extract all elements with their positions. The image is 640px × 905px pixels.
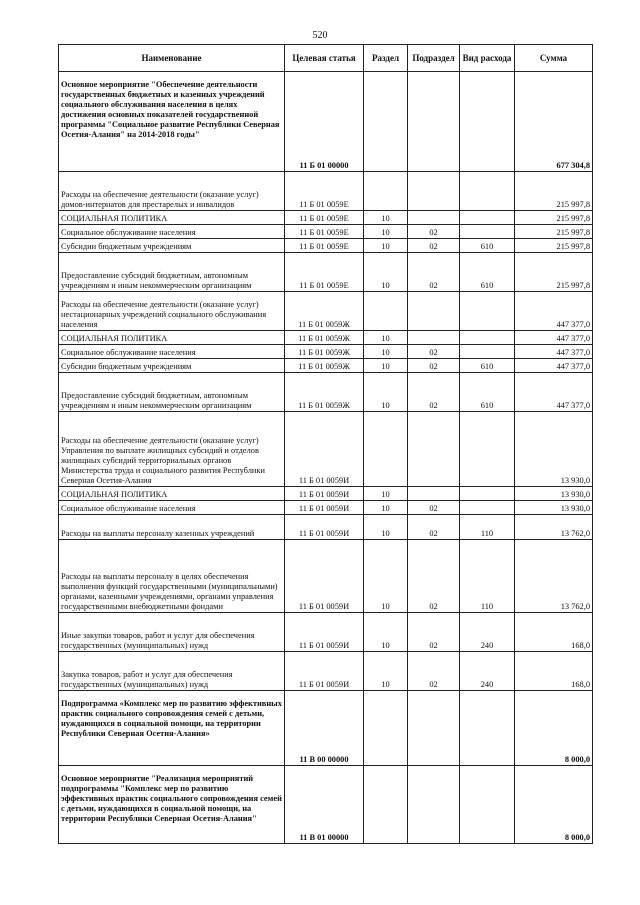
cell-amount: 13 762,0 bbox=[515, 515, 593, 540]
cell-amount: 13 930,0 bbox=[515, 501, 593, 515]
cell-subsection: 02 bbox=[408, 239, 460, 253]
cell-subsection: 02 bbox=[408, 225, 460, 239]
cell-expense-type: 240 bbox=[460, 613, 515, 652]
table-row bbox=[59, 652, 593, 691]
cell-expense-type bbox=[460, 766, 515, 844]
cell-section: 10 bbox=[364, 515, 408, 540]
cell-target: 11 Б 01 0059И bbox=[285, 652, 364, 691]
cell-subsection: 02 bbox=[408, 345, 460, 359]
table-row bbox=[59, 211, 593, 225]
table-row bbox=[59, 487, 593, 501]
cell-target: 11 Б 01 0059И bbox=[285, 613, 364, 652]
cell-name: Основное мероприятие "Обеспечение деятельности государственных бюджетных и казенных учреждений социального обслуживания населения в целях достижения основных показателей государственной программы "Социальное развитие Республики Северная Осетия-Алания" на 2014-2018 годы" bbox=[59, 72, 285, 172]
cell-expense-type bbox=[460, 211, 515, 225]
cell-subsection bbox=[408, 331, 460, 345]
cell-amount: 677 304,8 bbox=[515, 72, 593, 172]
cell-expense-type bbox=[460, 345, 515, 359]
cell-name: СОЦИАЛЬНАЯ ПОЛИТИКА bbox=[59, 487, 285, 501]
cell-expense-type bbox=[460, 172, 515, 211]
table-row bbox=[59, 253, 593, 292]
cell-target: 11 Б 01 0059Е bbox=[285, 225, 364, 239]
table-row bbox=[59, 501, 593, 515]
cell-amount: 168,0 bbox=[515, 613, 593, 652]
cell-amount: 215 997,8 bbox=[515, 172, 593, 211]
cell-expense-type bbox=[460, 225, 515, 239]
cell-amount: 215 997,8 bbox=[515, 225, 593, 239]
table-row bbox=[59, 766, 593, 844]
table-row bbox=[59, 691, 593, 766]
cell-section: 10 bbox=[364, 652, 408, 691]
cell-target: 11 В 00 00000 bbox=[285, 691, 364, 766]
cell-subsection bbox=[408, 292, 460, 331]
cell-subsection: 02 bbox=[408, 373, 460, 412]
cell-subsection: 02 bbox=[408, 501, 460, 515]
header-subsection: Подраздел bbox=[408, 45, 460, 72]
cell-section: 10 bbox=[364, 345, 408, 359]
table-row bbox=[59, 225, 593, 239]
cell-expense-type: 610 bbox=[460, 373, 515, 412]
table-row bbox=[59, 359, 593, 373]
cell-expense-type bbox=[460, 691, 515, 766]
cell-subsection: 02 bbox=[408, 359, 460, 373]
cell-name: Социальное обслуживание населения bbox=[59, 501, 285, 515]
cell-expense-type bbox=[460, 412, 515, 487]
cell-name: Расходы на выплаты персоналу казенных учреждений bbox=[59, 515, 285, 540]
cell-target: 11 Б 01 0059Ж bbox=[285, 331, 364, 345]
cell-amount: 447 377,0 bbox=[515, 331, 593, 345]
cell-target: 11 Б 01 0059Е bbox=[285, 253, 364, 292]
cell-amount: 13 930,0 bbox=[515, 487, 593, 501]
cell-target: 11 Б 01 0059Ж bbox=[285, 373, 364, 412]
cell-subsection: 02 bbox=[408, 613, 460, 652]
table-row bbox=[59, 540, 593, 613]
cell-section bbox=[364, 691, 408, 766]
cell-section bbox=[364, 292, 408, 331]
cell-expense-type: 610 bbox=[460, 253, 515, 292]
cell-amount: 13 762,0 bbox=[515, 540, 593, 613]
header-target: Целевая статья bbox=[285, 45, 364, 72]
header-section: Раздел bbox=[364, 45, 408, 72]
header-amount: Сумма bbox=[515, 45, 593, 72]
cell-amount: 447 377,0 bbox=[515, 359, 593, 373]
cell-section: 10 bbox=[364, 253, 408, 292]
cell-target: 11 Б 01 0059И bbox=[285, 412, 364, 487]
cell-amount: 215 997,8 bbox=[515, 239, 593, 253]
cell-amount: 13 930,0 bbox=[515, 412, 593, 487]
cell-section: 10 bbox=[364, 225, 408, 239]
cell-subsection bbox=[408, 412, 460, 487]
cell-target: 11 Б 01 00000 bbox=[285, 72, 364, 172]
table-row bbox=[59, 72, 593, 172]
cell-name: Закупка товаров, работ и услуг для обеспечения государственных (муниципальных) нужд bbox=[59, 652, 285, 691]
cell-expense-type: 110 bbox=[460, 540, 515, 613]
cell-name: Социальное обслуживание населения bbox=[59, 345, 285, 359]
cell-name: Социальное обслуживание населения bbox=[59, 225, 285, 239]
cell-subsection bbox=[408, 766, 460, 844]
table-row bbox=[59, 613, 593, 652]
cell-name: СОЦИАЛЬНАЯ ПОЛИТИКА bbox=[59, 211, 285, 225]
cell-expense-type bbox=[460, 501, 515, 515]
cell-expense-type: 110 bbox=[460, 515, 515, 540]
cell-name: Расходы на обеспечение деятельности (оказание услуг) нестационарных учреждений социального обслуживания населения bbox=[59, 292, 285, 331]
table-row bbox=[59, 331, 593, 345]
cell-target: 11 В 01 00000 bbox=[285, 766, 364, 844]
cell-amount: 8 000,0 bbox=[515, 691, 593, 766]
cell-name: СОЦИАЛЬНАЯ ПОЛИТИКА bbox=[59, 331, 285, 345]
cell-amount: 447 377,0 bbox=[515, 345, 593, 359]
cell-amount: 215 997,8 bbox=[515, 211, 593, 225]
header-name: Наименование bbox=[59, 45, 285, 72]
cell-target: 11 Б 01 0059И bbox=[285, 501, 364, 515]
cell-target: 11 Б 01 0059И bbox=[285, 540, 364, 613]
cell-target: 11 Б 01 0059Ж bbox=[285, 292, 364, 331]
page-number: 520 bbox=[312, 30, 328, 41]
cell-amount: 8 000,0 bbox=[515, 766, 593, 844]
cell-expense-type bbox=[460, 331, 515, 345]
cell-target: 11 Б 01 0059Е bbox=[285, 239, 364, 253]
cell-section: 10 bbox=[364, 540, 408, 613]
cell-section bbox=[364, 172, 408, 211]
table-row bbox=[59, 239, 593, 253]
cell-amount: 168,0 bbox=[515, 652, 593, 691]
cell-section: 10 bbox=[364, 613, 408, 652]
cell-subsection: 02 bbox=[408, 652, 460, 691]
cell-section: 10 bbox=[364, 501, 408, 515]
cell-subsection bbox=[408, 691, 460, 766]
cell-section: 10 bbox=[364, 373, 408, 412]
header-row bbox=[59, 45, 593, 72]
cell-name: Предоставление субсидий бюджетным, автономным учреждениям и иным некоммерческим организациям bbox=[59, 253, 285, 292]
cell-target: 11 Б 01 0059Е bbox=[285, 211, 364, 225]
cell-section: 10 bbox=[364, 359, 408, 373]
cell-target: 11 Б 01 0059И bbox=[285, 515, 364, 540]
cell-expense-type bbox=[460, 487, 515, 501]
cell-subsection bbox=[408, 172, 460, 211]
cell-target: 11 Б 01 0059Ж bbox=[285, 345, 364, 359]
table-row bbox=[59, 345, 593, 359]
cell-subsection bbox=[408, 211, 460, 225]
budget-table bbox=[58, 44, 593, 844]
cell-subsection: 02 bbox=[408, 540, 460, 613]
cell-amount: 447 377,0 bbox=[515, 373, 593, 412]
cell-target: 11 Б 01 0059Ж bbox=[285, 359, 364, 373]
cell-target: 11 Б 01 0059Е bbox=[285, 172, 364, 211]
cell-section: 10 bbox=[364, 487, 408, 501]
cell-amount: 447 377,0 bbox=[515, 292, 593, 331]
table-row bbox=[59, 412, 593, 487]
cell-expense-type: 610 bbox=[460, 239, 515, 253]
cell-name: Субсидии бюджетным учреждениям bbox=[59, 359, 285, 373]
cell-name: Расходы на выплаты персоналу в целях обеспечения выполнения функций государственными (муниципальными) органами, казенными учреждениями, органами управления государственными внебюджетными фондами bbox=[59, 540, 285, 613]
cell-section bbox=[364, 412, 408, 487]
cell-name: Субсидии бюджетным учреждениям bbox=[59, 239, 285, 253]
header-expense-type: Вид расхода bbox=[460, 45, 515, 72]
cell-name: Расходы на обеспечение деятельности (оказание услуг) Управления по выплате жилищных субсидий и отделов жилищных субсидий территориальных органов Министерства труда и социального развития Республики Северная Осетия-Алания bbox=[59, 412, 285, 487]
cell-amount: 215 997,8 bbox=[515, 253, 593, 292]
cell-section: 10 bbox=[364, 331, 408, 345]
cell-name: Основное мероприятие "Реализация мероприятий подпрограммы "Комплекс мер по развитию эффективных практик социального сопровождения семей с детьми, нуждающихся в социальной помощи, на территории Республики Северная Осетия-Алания" bbox=[59, 766, 285, 844]
cell-section bbox=[364, 766, 408, 844]
cell-subsection: 02 bbox=[408, 253, 460, 292]
cell-name: Иные закупки товаров, работ и услуг для обеспечения государственных (муниципальных) нужд bbox=[59, 613, 285, 652]
table-body bbox=[59, 72, 593, 844]
table-row bbox=[59, 292, 593, 331]
cell-subsection bbox=[408, 72, 460, 172]
cell-expense-type: 610 bbox=[460, 359, 515, 373]
cell-section bbox=[364, 72, 408, 172]
cell-expense-type: 240 bbox=[460, 652, 515, 691]
table-row bbox=[59, 373, 593, 412]
cell-subsection bbox=[408, 487, 460, 501]
cell-section: 10 bbox=[364, 239, 408, 253]
cell-expense-type bbox=[460, 292, 515, 331]
cell-subsection: 02 bbox=[408, 515, 460, 540]
cell-expense-type bbox=[460, 72, 515, 172]
cell-section: 10 bbox=[364, 211, 408, 225]
cell-name: Расходы на обеспечение деятельности (оказание услуг) домов-интернатов для престарелых и инвалидов bbox=[59, 172, 285, 211]
cell-target: 11 Б 01 0059И bbox=[285, 487, 364, 501]
cell-name: Предоставление субсидий бюджетным, автономным учреждениям и иным некоммерческим организациям bbox=[59, 373, 285, 412]
table-row bbox=[59, 515, 593, 540]
cell-name: Подпрограмма «Комплекс мер по развитию эффективных практик социального сопровождения семей с детьми, нуждающихся в социальной помощи, на территории Республики Северная Осетия-Алания» bbox=[59, 691, 285, 766]
table-row bbox=[59, 172, 593, 211]
